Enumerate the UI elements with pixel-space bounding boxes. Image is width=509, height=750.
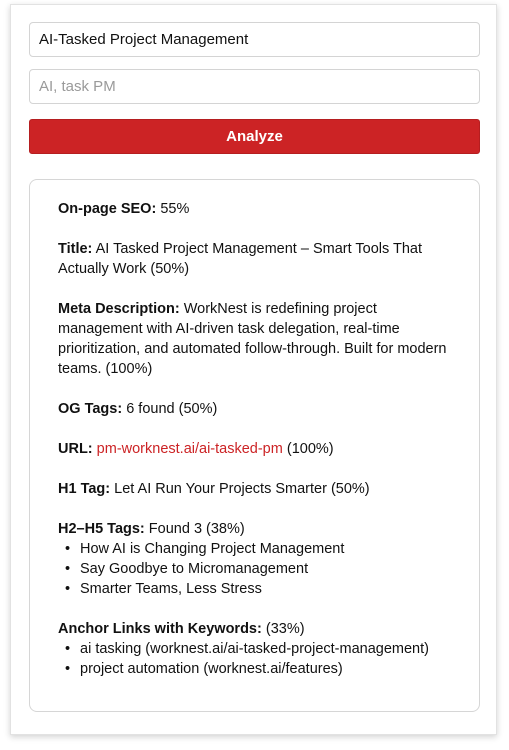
list-item: • Smarter Teams, Less Stress <box>80 579 459 599</box>
og-tags-row <box>58 399 459 419</box>
meta-description-label: Meta Description: <box>58 301 180 317</box>
seo-analyzer-panel <box>10 4 497 735</box>
anchor-links-label: Anchor Links with Keywords: <box>58 621 262 637</box>
url-link[interactable]: pm-worknest.ai/ai-tasked-pm <box>96 441 283 457</box>
og-tags-label: OG Tags: <box>58 401 123 417</box>
h1-value: Let AI Run Your Projects Smarter (50%) <box>114 481 370 497</box>
og-tags-value: 6 found (50%) <box>126 401 218 417</box>
results-card <box>29 179 480 712</box>
title-value: AI Tasked Project Management – Smart Tools That Actually Work (50%) <box>58 241 423 277</box>
seo-score-row <box>58 199 459 219</box>
anchor-links-row <box>58 619 459 679</box>
title-label: Title: <box>58 241 93 257</box>
seo-score-value: 55% <box>160 201 190 217</box>
url-row <box>58 439 459 459</box>
h2-h5-row <box>58 519 459 599</box>
h2-h5-label: H2–H5 Tags: <box>58 521 145 537</box>
url-score: (100%) <box>286 441 334 457</box>
list-item: • Say Goodbye to Micromanagement <box>80 559 459 579</box>
anchor-links-list <box>58 639 459 679</box>
title-row <box>58 239 459 279</box>
list-item: • How AI is Changing Project Management <box>80 539 459 559</box>
h2-h5-value: Found 3 (38%) <box>148 521 245 537</box>
h2-h5-list <box>58 539 459 599</box>
h1-label: H1 Tag: <box>58 481 111 497</box>
analyze-button[interactable]: Analyze <box>29 119 480 154</box>
meta-description-row <box>58 299 459 379</box>
list-item: • project automation (worknest.ai/features) <box>80 659 459 679</box>
keyword-input[interactable] <box>29 22 480 57</box>
list-item: • ai tasking (worknest.ai/ai-tasked-project-management) <box>80 639 459 659</box>
meta-description-value: WorkNest is redefining project management with AI-driven task delegation, real-time prioritization, and automated follow-through. Built for modern teams. (100%) <box>58 301 447 377</box>
short-keyword-input[interactable] <box>29 69 480 104</box>
url-label: URL: <box>58 441 93 457</box>
seo-score-label: On-page SEO: <box>58 201 157 217</box>
anchor-links-value: (33%) <box>265 621 305 637</box>
h1-row <box>58 479 459 499</box>
